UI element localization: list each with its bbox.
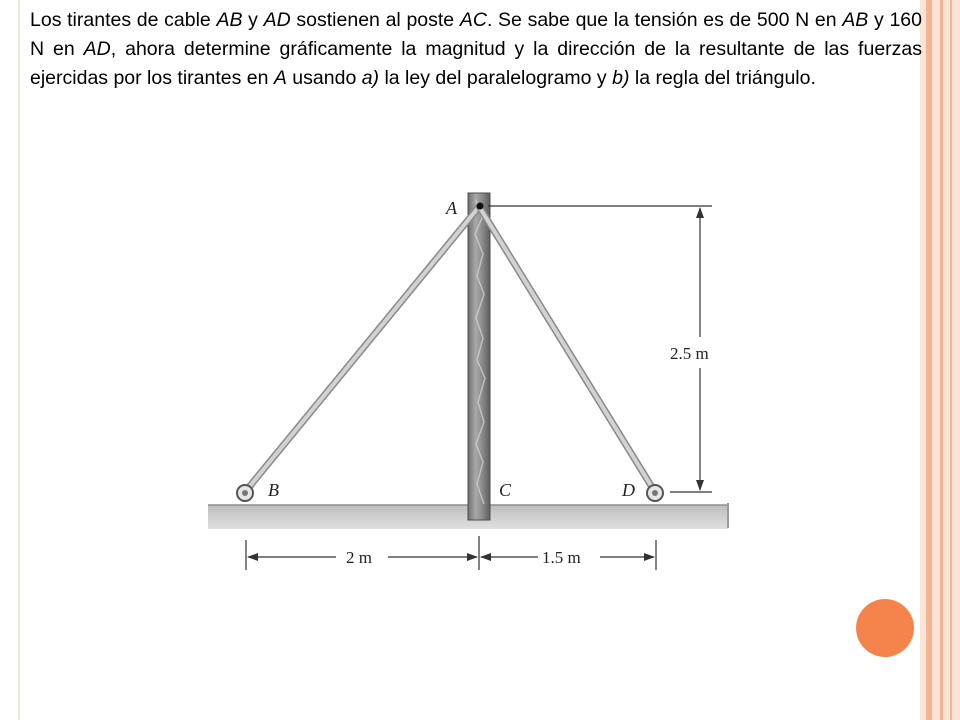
- dim-right-arrow-l: [480, 553, 491, 561]
- anchor-d-center: [652, 490, 658, 496]
- label-d: D: [622, 480, 635, 500]
- dim-left-arrow-l: [247, 553, 258, 561]
- dim-left-arrow-r: [467, 553, 478, 561]
- statement-text: y: [242, 9, 264, 31]
- dim-height-arrow-up: [696, 207, 704, 218]
- statement-text: la ley del paralelogramo y: [379, 67, 613, 89]
- statement-part-a: a): [361, 67, 380, 89]
- statement-var-a: A: [273, 67, 287, 89]
- statement-var-ac: AC: [459, 9, 487, 31]
- statement-var-ab: AB: [216, 9, 243, 31]
- dim-right-arrow-r: [644, 553, 655, 561]
- statement-part-b: b): [612, 67, 630, 89]
- label-b: B: [268, 480, 279, 500]
- orange-circle-decoration: [856, 599, 914, 657]
- cable-ad: [480, 208, 655, 492]
- statement-text: la regla del triángulo.: [629, 67, 816, 89]
- statement-text: usando: [286, 67, 362, 89]
- dim-right-label: 1.5 m: [542, 548, 581, 567]
- dim-left-label: 2 m: [346, 548, 372, 567]
- cable-ab: [245, 208, 478, 492]
- dim-height-label: 2.5 m: [670, 344, 709, 363]
- anchor-b-center: [242, 490, 248, 496]
- point-a: [477, 203, 484, 210]
- statement-var-ad: AD: [83, 38, 111, 60]
- statement-text: Los tirantes de cable: [30, 9, 217, 31]
- statement-var-ad: AD: [263, 9, 291, 31]
- label-c: C: [499, 480, 512, 500]
- statement-text: y 160 N en: [30, 9, 922, 60]
- statement-text: , ahora determine gráficamente la magnitud y la dirección de la resultante de las fuerzas ejercidas por los tirantes en: [30, 38, 923, 89]
- pole-ac: [468, 193, 490, 520]
- statement-text: sostienen al poste: [290, 9, 460, 31]
- label-a: A: [446, 198, 457, 218]
- statement-var-ab: AB: [842, 9, 869, 31]
- dim-height-arrow-down: [696, 480, 704, 491]
- statement-text: . Se sabe que la tensión es de 500 N en: [486, 9, 843, 31]
